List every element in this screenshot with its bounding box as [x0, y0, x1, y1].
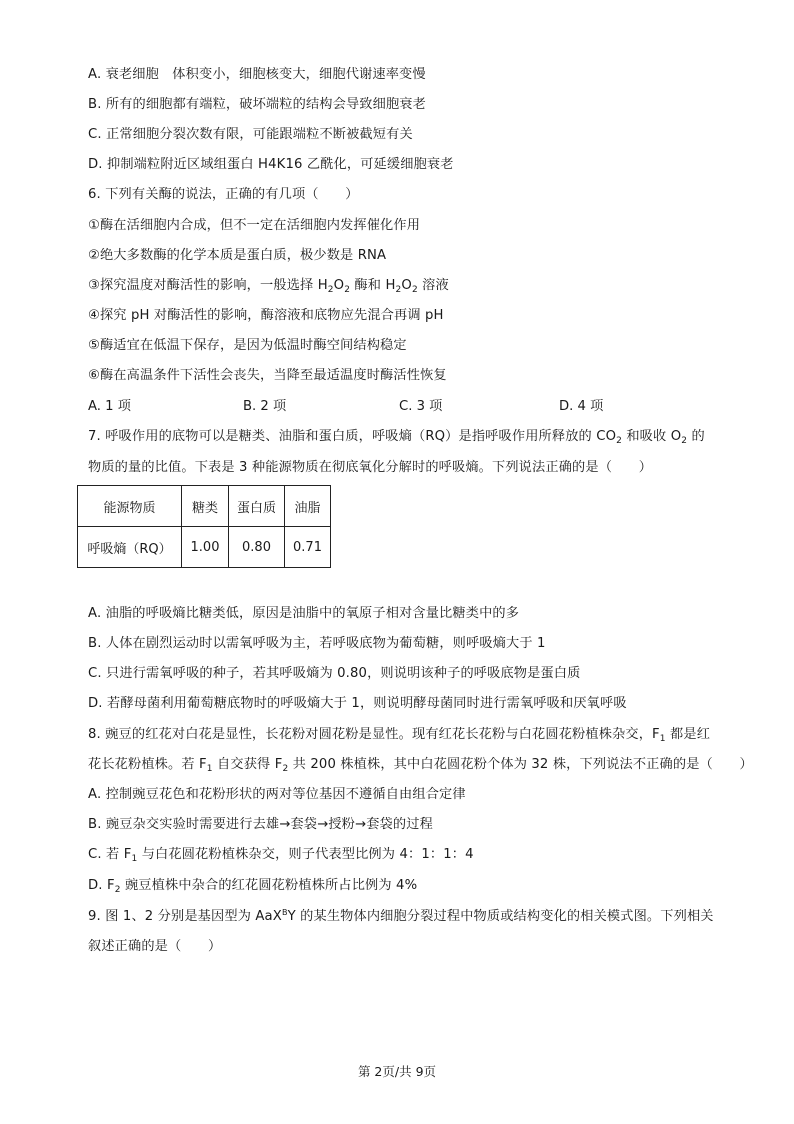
- q8-option-a: A. 控制豌豆花色和花粉形状的两对等位基因不遵循自由组合定律: [88, 787, 466, 802]
- table-header-cell: 蛋白质: [229, 486, 285, 527]
- q6-option-b: B. 2 项: [243, 399, 287, 414]
- rq-table: [77, 485, 331, 568]
- q7-option-d: D. 若酵母菌利用葡萄糖底物时的呼吸熵大于 1，则说明酵母菌同时进行需氧呼吸和厌氧呼吸: [88, 696, 627, 711]
- q5-option-c: C. 正常细胞分裂次数有限，可能跟端粒不断被截短有关: [88, 127, 413, 142]
- q6-option-c: C. 3 项: [399, 399, 443, 414]
- q6-statement-2: ②绝大多数酶的化学本质是蛋白质，极少数是 RNA: [88, 248, 387, 263]
- q7-option-c: C. 只进行需氧呼吸的种子，若其呼吸熵为 0.80，则说明该种子的呼吸底物是蛋白质: [88, 666, 581, 681]
- table-cell: 0.80: [229, 527, 285, 568]
- q6-statement-1: ①酶在活细胞内合成，但不一定在活细胞内发挥催化作用: [88, 218, 421, 233]
- table-cell: 1.00: [182, 527, 229, 568]
- q6-statement-3: ③探究温度对酶活性的影响，一般选择 $H_2O_2$ 酶和 $H_2O_2$ 溶液: [88, 278, 449, 295]
- q6-statement-4: ④探究 pH 对酶活性的影响，酶溶液和底物应先混合再调 pH: [88, 308, 444, 323]
- table-row: [78, 527, 331, 568]
- table-cell: 呼吸熵（RQ）: [78, 527, 182, 568]
- q5-option-b: B. 所有的细胞都有端粒，破坏端粒的结构会导致细胞衰老: [88, 97, 426, 112]
- table-header-cell: 糖类: [182, 486, 229, 527]
- q6-option-d: D. 4 项: [559, 399, 604, 414]
- q8-stem-line-2: 花长花粉植株。若 $F_1$ 自交获得 $F_2$ 共 200 株植株，其中白花圆花粉个体为 32 株，下列说法不正确的是（ ）: [88, 757, 753, 774]
- q5-option-d: D. 抑制端粒附近区域组蛋白 H4K16 乙酰化，可延缓细胞衰老: [88, 157, 454, 172]
- q6-statement-5: ⑤酶适宜在低温下保存，是因为低温时酶空间结构稳定: [88, 338, 407, 353]
- q8-option-b: B. 豌豆杂交实验时需要进行去雄→套袋→授粉→套袋的过程: [88, 817, 433, 832]
- q6-statement-6: ⑥酶在高温条件下活性会丧失，当降至最适温度时酶活性恢复: [88, 368, 447, 383]
- q9-stem-line-2: 叙述正确的是（ ）: [88, 939, 222, 954]
- q8-option-c: C. 若 $F_1$ 与白花圆花粉植株杂交，则子代表型比例为 4：1：1：4: [88, 847, 474, 864]
- q5-option-a: A. 衰老细胞 体积变小，细胞核变大，细胞代谢速率变慢: [88, 67, 426, 82]
- q7-option-b: B. 人体在剧烈运动时以需氧呼吸为主，若呼吸底物为葡萄糖，则呼吸熵大于 1: [88, 636, 546, 651]
- table-header-cell: 油脂: [285, 486, 331, 527]
- q7-option-a: A. 油脂的呼吸熵比糖类低，原因是油脂中的氧原子相对含量比糖类中的多: [88, 606, 520, 621]
- table-header-cell: 能源物质: [78, 486, 182, 527]
- q9-stem-line-1: 9. 图 1、2 分别是基因型为 AaX$^B$Y 的某生物体内细胞分裂过程中物质或结构变化的相关模式图。下列相关: [88, 908, 714, 924]
- q6-option-a: A. 1 项: [88, 399, 131, 414]
- page-footer: 第 2页/共 9页: [357, 1064, 437, 1079]
- q8-stem-line-1: 8. 豌豆的红花对白花是显性，长花粉对圆花粉是显性。现有红花长花粉与白花圆花粉植株杂交，$F_1$ 都是红: [88, 727, 711, 744]
- q7-stem-line-1: 7. 呼吸作用的底物可以是糖类、油脂和蛋白质，呼吸熵（RQ）是指呼吸作用所释放的 $CO_2$ 和吸收 $O_2$ 的: [88, 429, 705, 446]
- table-cell: 0.71: [285, 527, 331, 568]
- q7-stem-line-2: 物质的量的比值。下表是 3 种能源物质在彻底氧化分解时的呼吸熵。下列说法正确的是（ ）: [88, 460, 653, 475]
- q6-stem: 6. 下列有关酶的说法，正确的有几项（ ）: [88, 187, 359, 202]
- table-header-row: [78, 486, 331, 527]
- q8-option-d: D. $F_2$ 豌豆植株中杂合的红花圆花粉植株所占比例为 4%: [88, 878, 418, 895]
